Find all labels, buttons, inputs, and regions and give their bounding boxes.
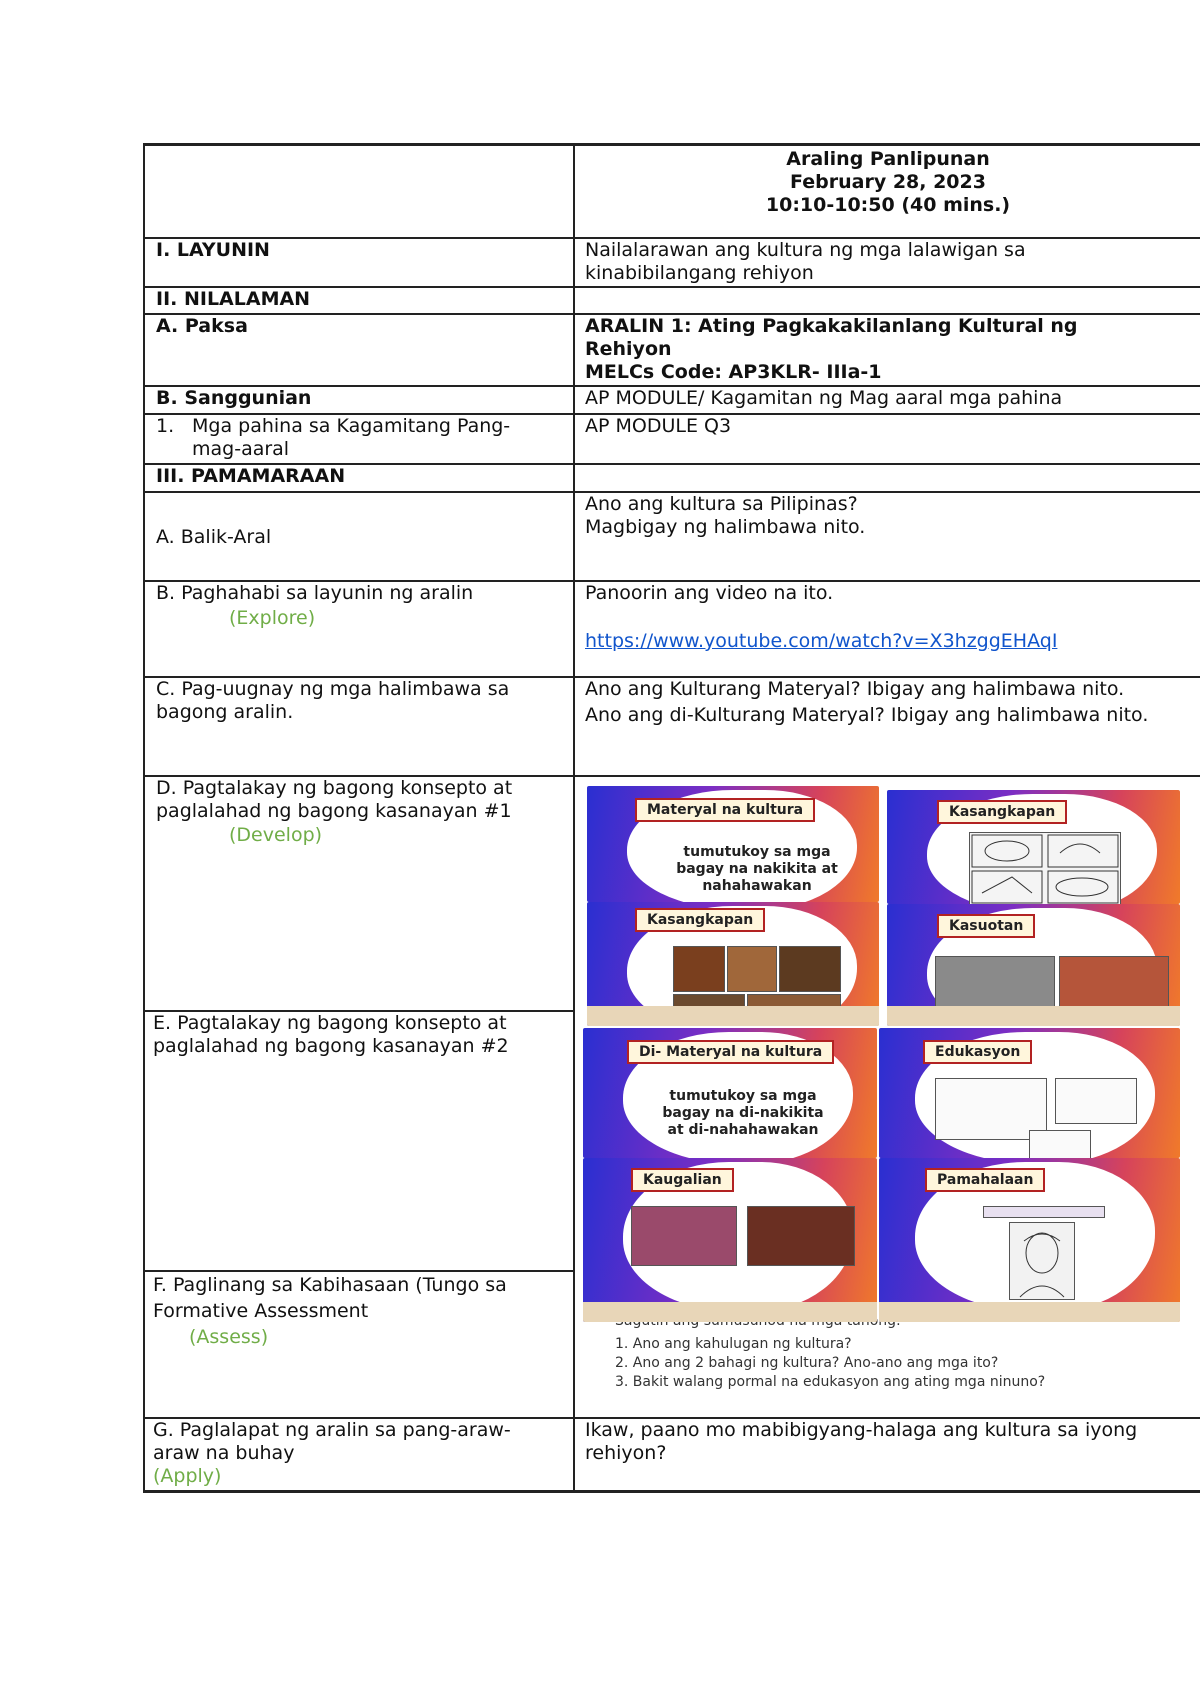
subject-title: Araling Panlipunan bbox=[786, 148, 990, 170]
education-drawing bbox=[1055, 1078, 1137, 1124]
paguugnay-q1: Ano ang Kulturang Materyal? Ibigay ang halimbawa nito. bbox=[585, 678, 1125, 700]
paksa-label: A. Paksa bbox=[156, 315, 248, 337]
paksa-title: ARALIN 1: Ating Pagkakakilanlang Kultural ng Rehiyon bbox=[585, 315, 1078, 360]
slide-title: Pamahalaan bbox=[925, 1168, 1045, 1192]
paghahabi-instruction: Panoorin ang video na ito. bbox=[585, 582, 834, 604]
slide-title: Kasangkapan bbox=[937, 800, 1067, 824]
paguugnay-label: C. Pag-uugnay ng mga halimbawa sa bagong aralin. bbox=[156, 678, 510, 723]
slide-kasuotan bbox=[887, 904, 1180, 1026]
explore-tag: (Explore) bbox=[229, 607, 316, 629]
pahina-value: AP MODULE Q3 bbox=[585, 415, 732, 437]
slide-title: Kasangkapan bbox=[635, 908, 765, 932]
paghahabi-label: B. Paghahabi sa layunin ng aralin bbox=[156, 582, 474, 604]
assessment-q1: 1. Ano ang kahulugan ng kultura? bbox=[615, 1336, 852, 1352]
slide-kasangkapan-drawings bbox=[887, 790, 1180, 904]
lesson-date: February 28, 2023 bbox=[790, 171, 986, 193]
paglalapat-label: G. Paglalapat ng aralin sa pang-araw-araw na buhay bbox=[153, 1419, 511, 1464]
slide-body: tumutukoy sa mga bagay na di-nakikita at di-nahahawakan bbox=[662, 1088, 824, 1138]
layunin-label: I. LAYUNIN bbox=[156, 239, 270, 261]
develop-tag: (Develop) bbox=[229, 824, 323, 846]
balik-aral-q1: Ano ang kultura sa Pilipinas? bbox=[585, 493, 858, 515]
balik-aral-label: A. Balik-Aral bbox=[156, 526, 272, 548]
slide-di-materyal-na-kultura bbox=[583, 1028, 877, 1158]
pamamaraan-label: III. PAMAMARAAN bbox=[156, 465, 346, 487]
slide-title: Di- Materyal na kultura bbox=[627, 1040, 834, 1064]
portrait-drawing bbox=[1009, 1222, 1075, 1300]
slide-title: Edukasyon bbox=[923, 1040, 1032, 1064]
table-border-top bbox=[143, 143, 1200, 146]
sanggunian-label: B. Sanggunian bbox=[156, 387, 312, 409]
apply-tag: (Apply) bbox=[153, 1465, 222, 1487]
slide-pamahalaan bbox=[879, 1158, 1180, 1322]
furniture-photo bbox=[727, 946, 777, 992]
youtube-link[interactable]: https://www.youtube.com/watch?v=X3hzggEHAqI bbox=[585, 630, 1058, 652]
lesson-time: 10:10-10:50 (40 mins.) bbox=[765, 194, 1011, 216]
slide-kasangkapan-photos bbox=[587, 902, 879, 1026]
table-border-bottom bbox=[143, 1490, 1200, 1493]
assessment-q3: 3. Bakit walang pormal na edukasyon ang ating mga ninuno? bbox=[615, 1374, 1046, 1390]
paglalapat-value: Ikaw, paano mo mabibigyang-halaga ang kultura sa iyong rehiyon? bbox=[585, 1419, 1138, 1464]
customs-photo bbox=[631, 1206, 737, 1266]
furniture-photo bbox=[779, 946, 841, 992]
pahina-number: 1. bbox=[156, 415, 175, 437]
nilalaman-label: II. NILALAMAN bbox=[156, 288, 311, 310]
tools-drawing-image bbox=[969, 832, 1121, 904]
pahina-label: Mga pahina sa Kagamitang Pang-mag-aaral bbox=[192, 415, 511, 460]
layunin-value: Nailalarawan ang kultura ng mga lalawigan sa kinabibilangang rehiyon bbox=[585, 239, 1026, 284]
slide-materyal-na-kultura bbox=[587, 786, 879, 902]
furniture-photo bbox=[673, 946, 725, 992]
slide-edukasyon bbox=[879, 1028, 1180, 1158]
pagtalakay2-label: E. Pagtalakay ng bagong konsepto at paglalahad ng bagong kasanayan #2 bbox=[153, 1012, 509, 1057]
customs-photo bbox=[747, 1206, 855, 1266]
slide-body: tumutukoy sa mga bagay na nakikita at nahahawakan bbox=[676, 844, 838, 894]
paglinang-label: F. Paglinang sa Kabihasaan (Tungo sa Formative Assessment bbox=[153, 1274, 507, 1322]
slide-title: Kaugalian bbox=[631, 1168, 734, 1192]
balik-aral-q2: Magbigay ng halimbawa nito. bbox=[585, 516, 866, 538]
slide-title: Kasuotan bbox=[937, 914, 1035, 938]
education-drawing bbox=[1029, 1130, 1091, 1158]
table-border-left bbox=[143, 143, 145, 1492]
assess-tag: (Assess) bbox=[189, 1326, 269, 1348]
assessment-q2: 2. Ano ang 2 bahagi ng kultura? Ano-ano ang mga ito? bbox=[615, 1355, 999, 1371]
melcs-code: MELCs Code: AP3KLR- IIIa-1 bbox=[585, 361, 882, 383]
slide-title: Materyal na kultura bbox=[635, 798, 815, 822]
paguugnay-q2: Ano ang di-Kulturang Materyal? Ibigay ang halimbawa nito. bbox=[585, 704, 1149, 726]
slide-kaugalian bbox=[583, 1158, 877, 1322]
pagtalakay1-label: D. Pagtalakay ng bagong konsepto at paglalahad ng bagong kasanayan #1 bbox=[156, 777, 513, 822]
caption-bar bbox=[983, 1206, 1105, 1218]
column-divider bbox=[573, 143, 575, 1492]
sanggunian-value: AP MODULE/ Kagamitan ng Mag aaral mga pahina bbox=[585, 387, 1063, 409]
